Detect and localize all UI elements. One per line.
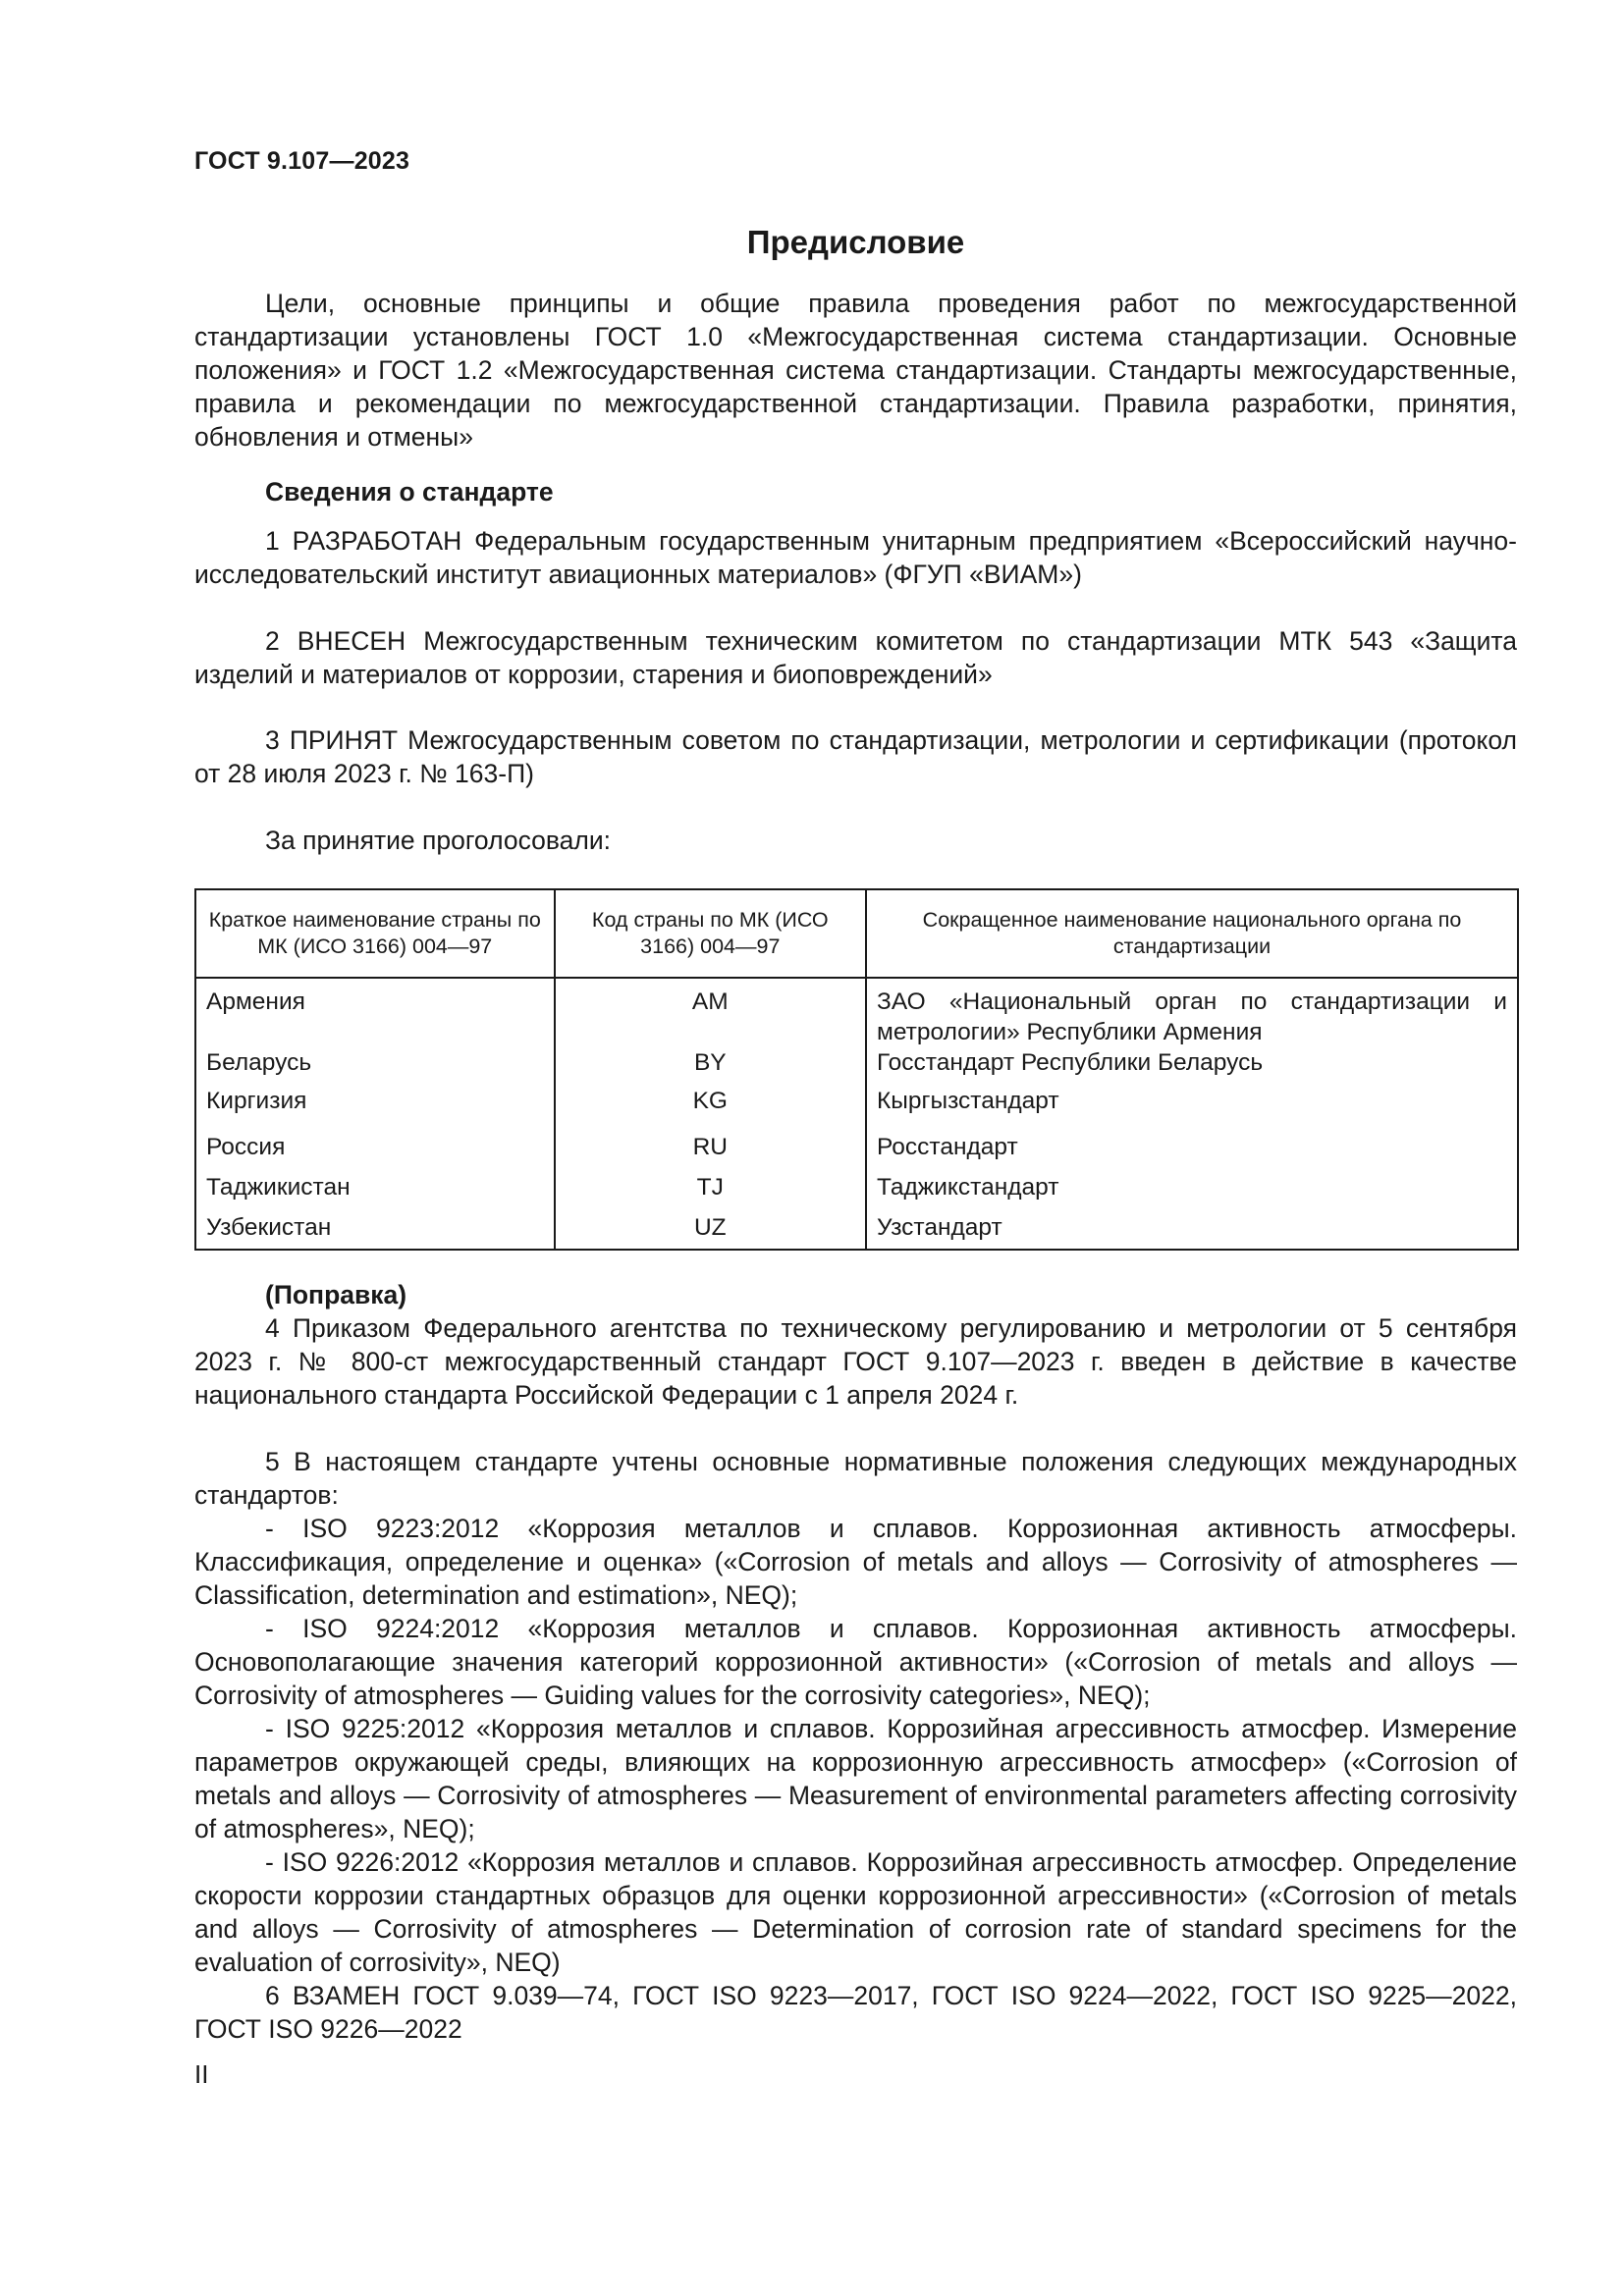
page-number: II <box>194 2059 209 2089</box>
page-title: Предисловие <box>746 224 965 260</box>
org-cell: Кыргызстандарт <box>866 1086 1518 1132</box>
item-4-enacted: 4 Приказом Федерального агентства по техническому регулированию и метрологии от 5 сентября 2023 г. № 800-ст межгосударственный стандарт ГОСТ 9.107—2023 г. введен в действие в качестве национального стандарта Российской Федерации с 1 апреля 2024 г. <box>194 1313 1517 1410</box>
country-cell: Беларусь <box>195 1047 555 1086</box>
table-row <box>195 1132 1518 1172</box>
item-5-intro: 5 В настоящем стандарте учтены основные нормативные положения следующих международных стандартов: <box>194 1447 1517 1510</box>
table-header-row <box>195 889 1518 978</box>
org-cell: Узстандарт <box>866 1212 1518 1250</box>
item-5-iso-9225: - ISO 9225:2012 «Коррозия металлов и сплавов. Коррозийная агрессивность атмосфер. Измерение параметров окружающей среды, влияющих на коррозионную агрессивность атмосфер» («Corrosion of metals and alloys — Corrosivity of atmospheres — Measurement of environmental parameters affecting corrosivity of atmospheres», NEQ); <box>194 1714 1517 1843</box>
country-cell: Узбекистан <box>195 1212 555 1250</box>
code-cell: KG <box>555 1086 866 1132</box>
org-cell: ЗАО «Национальный орган по стандартизации и метрологии» Республики Армения <box>866 978 1518 1047</box>
vote-label: За принятие проголосовали: <box>265 826 612 855</box>
item-1-developed: 1 РАЗРАБОТАН Федеральным государственным унитарным предприятием «Всероссийский научно-исследовательский институт авиационных материалов» (ФГУП «ВИАМ») <box>194 526 1517 589</box>
code-cell: RU <box>555 1132 866 1172</box>
item-5-iso-9223: - ISO 9223:2012 «Коррозия металлов и сплавов. Коррозионная активность атмосферы. Классификация, определение и оценка» («Corrosion of metals and alloys — Corrosivity of atmospheres — Classification, determination and estimation», NEQ); <box>194 1514 1517 1610</box>
document-code: ГОСТ 9.107—2023 <box>194 147 410 175</box>
header-country-code: Код страны по МК (ИСО 3166) 004—97 <box>555 889 866 978</box>
country-cell: Армения <box>195 978 555 1047</box>
item-5-iso-9224: - ISO 9224:2012 «Коррозия металлов и сплавов. Коррозионная активность атмосферы. Основополагающие значения категорий коррозионной активности» («Corrosion of metals and alloys — Corrosivity of atmospheres — Guiding values for the corrosivity categories», NEQ); <box>194 1614 1517 1710</box>
org-cell: Росстандарт <box>866 1132 1518 1172</box>
item-6-replaces: 6 ВЗАМЕН ГОСТ 9.039—74, ГОСТ ISO 9223—2017, ГОСТ ISO 9224—2022, ГОСТ ISO 9225—2022, ГОСТ ISO 9226—2022 <box>194 1981 1517 2044</box>
item-3-adopted: 3 ПРИНЯТ Межгосударственным советом по стандартизации, метрологии и сертификации (протокол от 28 июля 2023 г. № 163-П) <box>194 725 1517 788</box>
code-cell: TJ <box>555 1172 866 1212</box>
country-cell: Киргизия <box>195 1086 555 1132</box>
standard-info-heading: Сведения о стандарте <box>265 477 554 507</box>
header-national-body: Сокращенное наименование национального органа по стандартизации <box>866 889 1518 978</box>
table-row <box>195 1212 1518 1250</box>
org-cell: Таджикстандарт <box>866 1172 1518 1212</box>
code-cell: AM <box>555 978 866 1047</box>
amendment-label: (Поправка) <box>265 1280 407 1309</box>
org-cell: Госстандарт Республики Беларусь <box>866 1047 1518 1086</box>
table-row <box>195 978 1518 1047</box>
item-5-iso-9226: - ISO 9226:2012 «Коррозия металлов и сплавов. Коррозийная агрессивность атмосфер. Определение скорости коррозии стандартных образцов для оценки коррозионной агрессивности» («Corrosion of metals and alloys — Corrosivity of atmospheres — Determination of corrosion rate of standard specimens for the evaluation of corrosivity», NEQ) <box>194 1847 1517 1977</box>
header-country-name: Краткое наименование страны по МК (ИСО 3166) 004—97 <box>195 889 555 978</box>
table-row <box>195 1172 1518 1212</box>
table-row <box>195 1086 1518 1132</box>
intro-paragraph: Цели, основные принципы и общие правила проведения работ по межгосударственной стандартизации установлены ГОСТ 1.0 «Межгосударственная система стандартизации. Основные положения» и ГОСТ 1.2 «Межгосударственная система стандартизации. Стандарты межгосударственные, правила и рекомендации по межгосударственной стандартизации. Правила разработки, принятия, обновления и отмены» <box>194 289 1517 452</box>
country-cell: Россия <box>195 1132 555 1172</box>
table-row <box>195 1047 1518 1086</box>
country-cell: Таджикистан <box>195 1172 555 1212</box>
code-cell: UZ <box>555 1212 866 1250</box>
countries-table <box>194 888 1519 1251</box>
code-cell: BY <box>555 1047 866 1086</box>
item-2-submitted: 2 ВНЕСЕН Межгосударственным техническим комитетом по стандартизации МТК 543 «Защита изделий и материалов от коррозии, старения и биоповреждений» <box>194 626 1517 689</box>
